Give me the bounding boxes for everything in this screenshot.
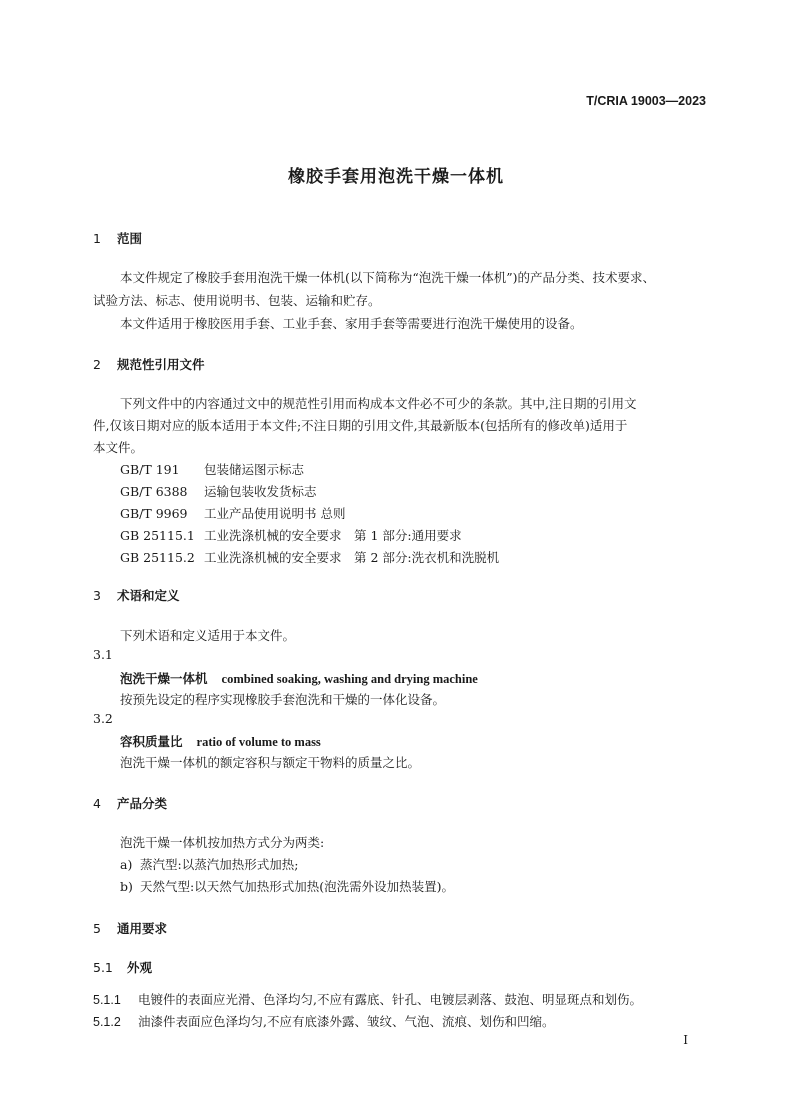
section-number: 2 <box>93 357 101 372</box>
reference-item <box>120 548 499 566</box>
reference-title: 包装储运图示标志 <box>204 462 305 477</box>
reference-item <box>120 460 304 478</box>
list-text: 天然气型:以天然气加热形式加热(泡洗需外设加热装置)。 <box>140 879 454 894</box>
reference-title: 运输包装收发货标志 <box>204 484 317 499</box>
reference-code: GB 25115.1 <box>120 528 195 543</box>
page-number: I <box>683 1033 688 1047</box>
paragraph-line: 本文件。 <box>93 440 144 455</box>
paragraph-line: 下列术语和定义适用于本文件。 <box>120 628 296 643</box>
clause-number: 5.1.2 <box>93 1015 121 1029</box>
paragraph-line: 下列文件中的内容通过文中的规范性引用而构成本文件必不可少的条款。其中,注日期的引用文 <box>120 396 637 411</box>
list-item <box>120 877 454 895</box>
term-en: ratio of volume to mass <box>196 735 321 749</box>
section-number: 3 <box>93 588 101 603</box>
term-number: 3.1 <box>93 647 113 662</box>
reference-code: GB/T 191 <box>120 462 180 477</box>
paragraph-line: 本文件规定了橡胶手套用泡洗干燥一体机(以下简称为“泡洗干燥一体机”)的产品分类、技术要求、 <box>120 270 656 285</box>
section-4-heading <box>93 794 167 812</box>
list-item <box>120 855 298 873</box>
reference-item <box>120 526 462 544</box>
section-5-heading <box>93 919 167 937</box>
reference-code: GB 25115.2 <box>120 550 195 565</box>
reference-title: 工业洗涤机械的安全要求 第 2 部分:洗衣机和洗脱机 <box>204 550 500 565</box>
term-zh: 泡洗干燥一体机 <box>120 671 208 686</box>
list-marker: b) <box>120 879 133 894</box>
section-title: 范围 <box>117 231 143 246</box>
section-number: 5 <box>93 921 101 936</box>
list-marker: a) <box>120 857 133 872</box>
reference-item <box>120 482 317 500</box>
standard-number: T/CRIA 19003—2023 <box>586 94 706 108</box>
reference-title: 工业产品使用说明书 总则 <box>204 506 346 521</box>
term-zh: 容积质量比 <box>120 734 183 749</box>
term-definition: 按预先设定的程序实现橡胶手套泡洗和干燥的一体化设备。 <box>120 692 446 707</box>
paragraph-line: 泡洗干燥一体机按加热方式分为两类: <box>120 835 325 850</box>
clause-text: 电镀件的表面应光滑、色泽均匀,不应有露底、针孔、电镀层剥落、鼓泡、明显斑点和划伤。 <box>138 992 642 1007</box>
document-title: 橡胶手套用泡洗干燥一体机 <box>288 167 504 187</box>
paragraph-line: 件,仅该日期对应的版本适用于本文件;不注日期的引用文件,其最新版本(包括所有的修改单)适用于 <box>93 418 628 433</box>
paragraph-line: 试验方法、标志、使用说明书、包装、运输和贮存。 <box>93 293 381 308</box>
list-text: 蒸汽型:以蒸汽加热形式加热; <box>140 857 299 872</box>
term-en: combined soaking, washing and drying machine <box>221 672 478 686</box>
clause-number: 5.1.1 <box>93 993 121 1007</box>
section-3-heading <box>93 586 180 604</box>
clause <box>93 1012 554 1030</box>
section-title: 术语和定义 <box>117 588 180 603</box>
reference-code: GB/T 9969 <box>120 506 188 521</box>
subsection-title: 外观 <box>127 960 153 975</box>
section-title: 通用要求 <box>117 921 168 936</box>
section-number: 1 <box>93 231 101 246</box>
subsection-5-1-heading <box>93 958 152 976</box>
section-number: 4 <box>93 796 101 811</box>
section-title: 产品分类 <box>117 796 168 811</box>
term-definition: 泡洗干燥一体机的额定容积与额定干物料的质量之比。 <box>120 755 421 770</box>
section-2-heading <box>93 355 205 373</box>
clause <box>93 990 642 1008</box>
term-number: 3.2 <box>93 711 113 726</box>
section-title: 规范性引用文件 <box>117 357 205 372</box>
clause-text: 油漆件表面应色泽均匀,不应有底漆外露、皱纹、气泡、流痕、划伤和凹缩。 <box>138 1014 555 1029</box>
section-1-heading <box>93 229 142 247</box>
reference-item <box>120 504 345 522</box>
reference-code: GB/T 6388 <box>120 484 188 499</box>
term-entry <box>120 732 321 750</box>
paragraph-line: 本文件适用于橡胶医用手套、工业手套、家用手套等需要进行泡洗干燥使用的设备。 <box>120 316 583 331</box>
term-entry <box>120 669 478 687</box>
subsection-number: 5.1 <box>93 960 113 975</box>
reference-title: 工业洗涤机械的安全要求 第 1 部分:通用要求 <box>204 528 462 543</box>
